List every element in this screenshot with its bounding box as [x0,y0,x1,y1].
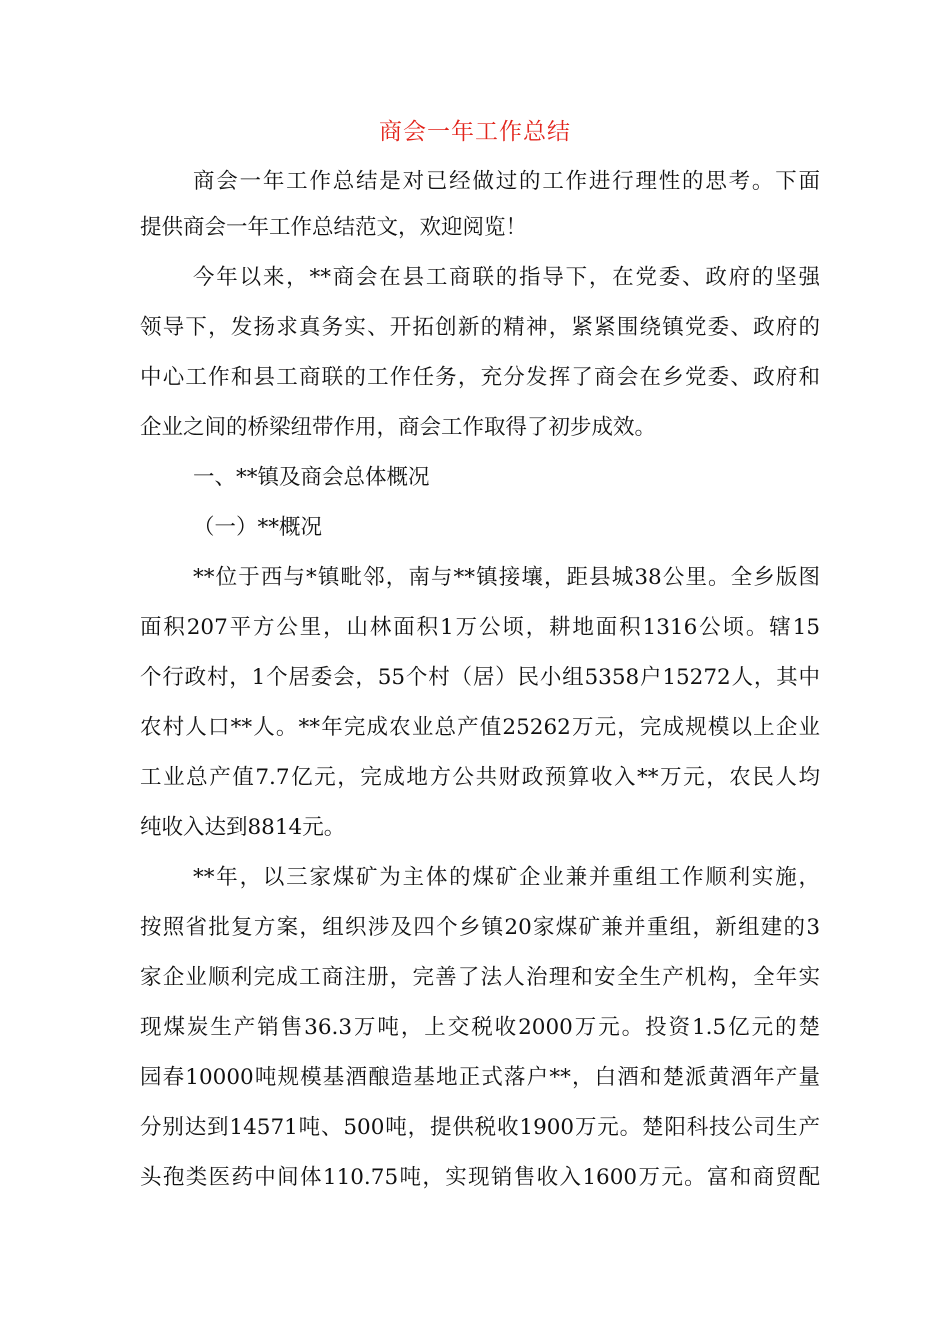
text-line: **年，以三家煤矿为主体的煤矿企业兼并重组工作顺利实施， [193,865,820,890]
text-line: 头孢类医药中间体110.75吨，实现销售收入1600万元。富和商贸配 [140,1165,820,1190]
text-line: **位于西与*镇毗邻，南与**镇接壤，距县城38公里。全乡版图 [193,565,820,590]
text-line: 中心工作和县工商联的工作任务，充分发挥了商会在乡党委、政府和 [140,365,820,390]
section-heading: 一、**镇及商会总体概况 [193,465,430,490]
subsection-heading: （一）**概况 [193,515,323,540]
text-line: 农村人口**人。**年完成农业总产值25262万元，完成规模以上企业 [140,715,820,740]
text-line: 家企业顺利完成工商注册，完善了法人治理和安全生产机构，全年实 [140,965,820,990]
text-line: 按照省批复方案，组织涉及四个乡镇20家煤矿兼并重组，新组建的3 [140,915,820,940]
text-line: 纯收入达到8814元。 [140,815,346,840]
text-line: 园春10000吨规模基酒酿造基地正式落户**，白酒和楚派黄酒年产量 [140,1065,820,1090]
text-line: 企业之间的桥梁纽带作用，商会工作取得了初步成效。 [140,415,657,440]
text-line: 领导下，发扬求真务实、开拓创新的精神，紧紧围绕镇党委、政府的 [140,315,820,340]
text-line: 面积207平方公里，山林面积1万公顷，耕地面积1316公顷。辖15 [140,615,820,640]
text-line: 分别达到14571吨、500吨，提供税收1900万元。楚阳科技公司生产 [140,1115,820,1140]
document-title: 商会一年工作总结 [379,119,571,145]
text-line: 提供商会一年工作总结范文，欢迎阅览！ [140,215,528,240]
text-line: 现煤炭生产销售36.3万吨，上交税收2000万元。投资1.5亿元的楚 [140,1015,820,1040]
text-line: 今年以来，**商会在县工商联的指导下，在党委、政府的坚强 [193,265,820,290]
text-line: 商会一年工作总结是对已经做过的工作进行理性的思考。下面 [193,169,820,194]
text-line: 个行政村，1个居委会，55个村（居）民小组5358户15272人，其中 [140,665,820,690]
text-line: 工业总产值7.7亿元，完成地方公共财政预算收入**万元，农民人均 [140,765,820,790]
